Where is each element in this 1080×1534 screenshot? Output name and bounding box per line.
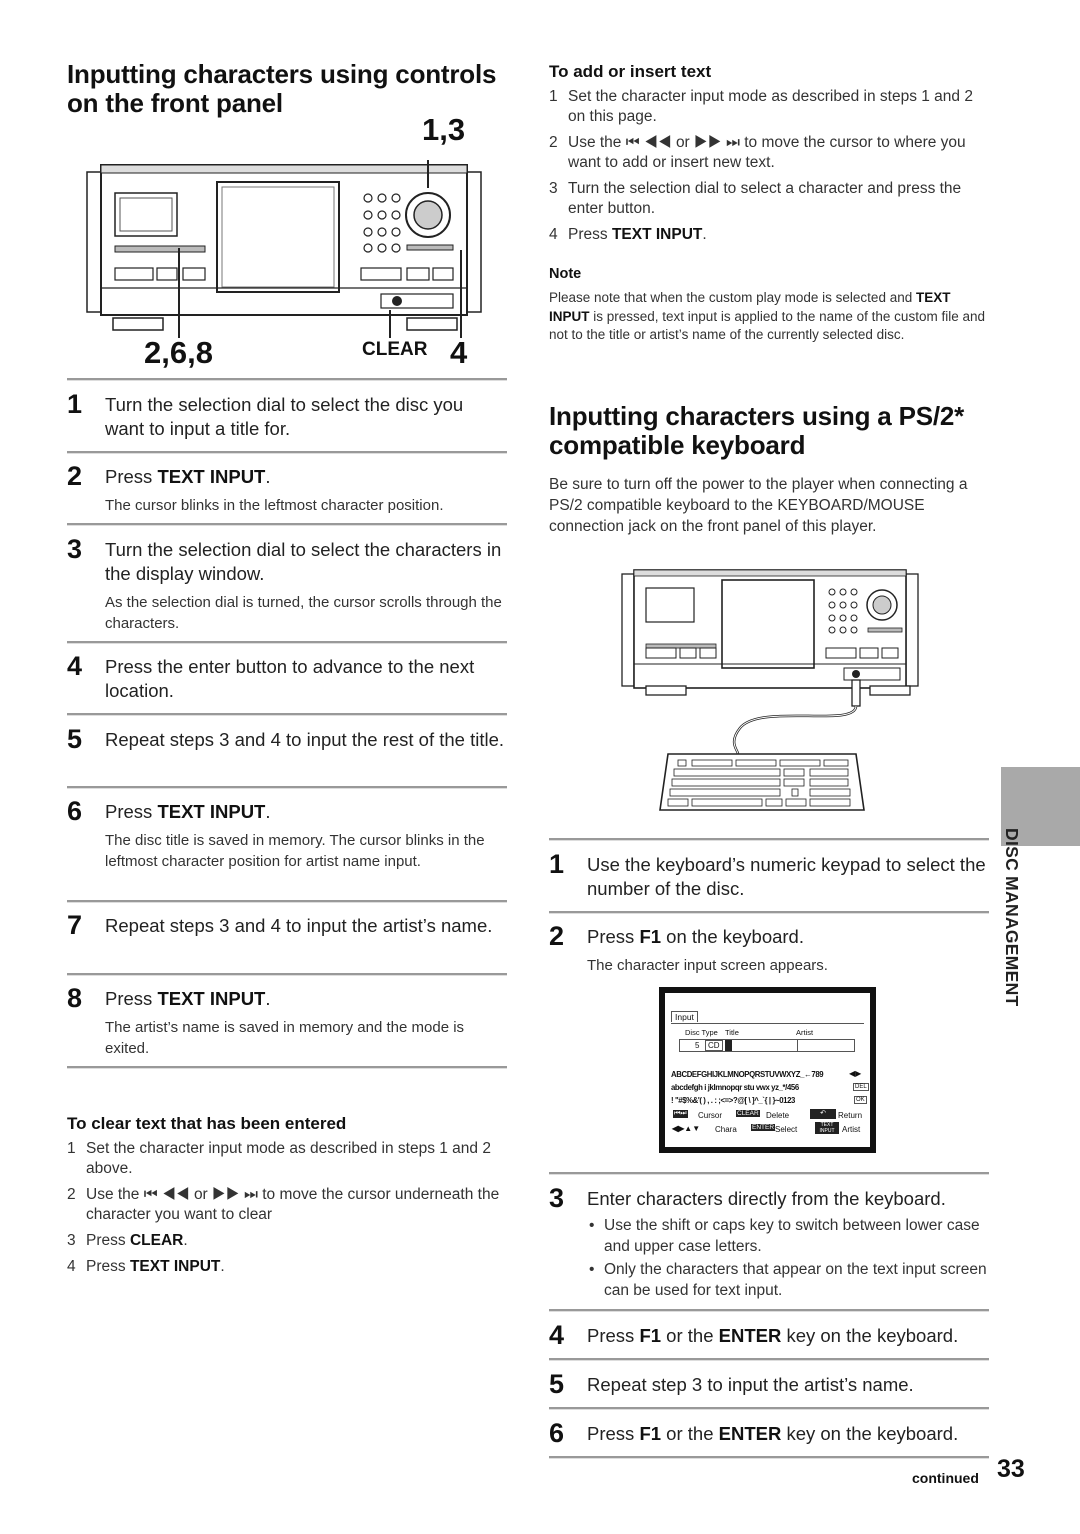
legend-select: Select	[775, 1125, 798, 1134]
step-number: 6	[549, 1418, 565, 1448]
step-detail: The character input screen appears.	[587, 957, 828, 974]
key-text-input: TEXT INPUT	[611, 226, 703, 243]
step-text: Press	[105, 801, 158, 822]
key-enter: ENTER	[718, 1325, 782, 1346]
right-step-2	[549, 921, 989, 976]
legend-artist: Artist	[842, 1125, 861, 1134]
section-heading-front-panel: Inputting characters using controls on the front panel	[67, 59, 497, 118]
step-text-end: on the keyboard.	[661, 926, 804, 947]
scroll-arrows-icon: ◀▶	[849, 1069, 862, 1078]
keyboard-intro: Be sure to turn off the power to the player when connecting a PS/2 compatible keyboard to the KEYBOARD/MOUSE connection jack on the front panel of this player.	[549, 476, 968, 535]
list-item: 3 Press CLEAR.	[67, 1232, 188, 1249]
step-detail: As the selection dial is turned, the cursor scrolls through the characters.	[105, 594, 502, 632]
key-text-input: TEXT INPUT	[157, 988, 266, 1009]
legend-enter-key: ENTER	[752, 1124, 775, 1131]
key-f1: F1	[639, 1423, 662, 1444]
key-text-input: TEXT INPUT	[157, 466, 266, 487]
section-heading-keyboard: Inputting characters using a PS/2* compatible keyboard	[549, 401, 965, 460]
list-item: 2 Use the ⏮ ◀◀ or ▶▶ ⏭ to move the cursor underneath the character you want to clear	[67, 1186, 500, 1223]
list-item: 3 Turn the selection dial to select a character and press the enter button.	[549, 180, 962, 217]
step-text: Press	[587, 926, 640, 947]
legend-delete: Delete	[766, 1111, 790, 1120]
key-clear: CLEAR	[129, 1232, 184, 1249]
step-number: 1	[549, 849, 565, 879]
text-cursor	[725, 1040, 732, 1051]
note-heading: Note	[549, 266, 582, 282]
bullet-item: • Only the characters that appear on the text input screen can be used for text input.	[587, 1259, 989, 1301]
right-step-5	[549, 1369, 989, 1399]
key-text-input: TEXT INPUT	[157, 801, 266, 822]
list-item: 4 Press TEXT INPUT.	[67, 1258, 225, 1275]
step-text-end: .	[265, 988, 271, 1009]
step-number: 3	[549, 1183, 565, 1213]
step-text: Press	[105, 988, 158, 1009]
list-item: 1 Set the character input mode as described in steps 1 and 2 above.	[67, 1140, 491, 1177]
ok-key: OK	[856, 1097, 865, 1103]
step-text: Turn the selection dial to select the disc you want to input a title for.	[105, 394, 464, 439]
key-text-input: TEXT INPUT	[129, 1258, 221, 1275]
disc-type-value: CD	[705, 1040, 723, 1051]
step-number: 2	[549, 921, 565, 951]
left-step-6	[67, 796, 507, 872]
step-text-end: .	[265, 466, 271, 487]
return-key-icon: ↶	[810, 1109, 836, 1119]
skip-buttons-icon: ⏮⏭	[674, 1110, 687, 1117]
step-text: Press	[105, 466, 158, 487]
page-number: 33	[997, 1455, 1025, 1483]
key-f1: F1	[639, 926, 662, 947]
front-panel-illustration	[85, 160, 485, 345]
left-step-5	[67, 724, 507, 754]
legend-return: Return	[838, 1111, 863, 1120]
left-step-4	[67, 651, 507, 703]
step-number: 5	[549, 1369, 565, 1399]
legend-chara: Chara	[715, 1125, 737, 1134]
step-detail: The artist’s name is saved in memory and the mode is exited.	[105, 1019, 465, 1057]
step-text: Press	[587, 1423, 640, 1444]
list-item: 2 Use the ⏮ ◀◀ or ▶▶ ⏭ to move the cursor to where you want to add or insert new text.	[549, 134, 966, 171]
continued-label: continued	[912, 1470, 979, 1486]
arrow-keys-icon: ◀▶▲▼	[672, 1124, 701, 1133]
char-row-lower: abcdefgh i jklmnopqr stu vwx yz_*/456	[671, 1083, 799, 1092]
list-item: 1 Set the character input mode as described in steps 1 and 2 on this page.	[549, 88, 973, 125]
left-step-7	[67, 910, 507, 940]
legend-cursor: Cursor	[698, 1111, 723, 1120]
key-enter: ENTER	[718, 1423, 782, 1444]
step-text: Turn the selection dial to select the characters in the display window.	[105, 539, 502, 584]
clear-text-heading: To clear text that has been entered	[67, 1114, 347, 1133]
right-step-6: 6 Press F1 or the ENTER key on the keyboard.	[549, 1418, 959, 1448]
right-step-3	[549, 1183, 989, 1303]
step-detail: The disc title is saved in memory. The cursor blinks in the leftmost character position for artist name input.	[105, 832, 485, 870]
keyboard-connection-illustration	[620, 568, 920, 828]
step-number: 7	[67, 910, 83, 940]
step-text: Enter characters directly from the keyboard.	[587, 1188, 946, 1209]
step-text: Use the keyboard’s numeric keypad to select the number of the disc.	[587, 854, 986, 899]
figure-label-2-6-8: 2,6,8	[144, 335, 213, 370]
column-disc-type: Disc Type	[685, 1028, 718, 1037]
left-step-3	[67, 534, 507, 634]
step-number: 4	[549, 1320, 565, 1350]
step-text-end: .	[265, 801, 271, 822]
column-title: Title	[725, 1028, 739, 1037]
left-step-1	[67, 389, 507, 441]
add-insert-steps	[549, 87, 989, 251]
step-text: Repeat step 3 to input the artist’s name.	[587, 1374, 914, 1395]
bullet-item: • Use the shift or caps key to switch between lower case and upper case letters.	[587, 1215, 989, 1257]
column-artist: Artist	[796, 1028, 814, 1037]
step-text: Repeat steps 3 and 4 to input the rest of the title.	[105, 729, 505, 750]
step-text: Press	[587, 1325, 640, 1346]
step-text: Press the enter button to advance to the next location.	[105, 656, 475, 701]
screen-tab: Input	[671, 1011, 698, 1022]
disc-number: 5	[695, 1041, 700, 1050]
step-number: 1	[67, 389, 83, 419]
figure-label-clear: CLEAR	[362, 339, 428, 360]
add-insert-heading: To add or insert text	[549, 62, 712, 81]
clear-text-steps	[67, 1139, 507, 1283]
step-detail: The cursor blinks in the leftmost character position.	[105, 497, 444, 514]
step-number: 4	[67, 651, 83, 681]
left-step-2	[67, 461, 507, 516]
step-number: 6	[67, 796, 83, 826]
left-step-8	[67, 983, 507, 1059]
key-f1: F1	[639, 1325, 662, 1346]
right-step-4: 4 Press F1 or the ENTER key on the keyboard.	[549, 1320, 959, 1350]
step-number: 3	[67, 534, 83, 564]
step-number: 8	[67, 983, 83, 1013]
step-number: 5	[67, 724, 83, 754]
char-row-symbols: ! "#$%&'( ) , . : ;<=>?@[ \ ]^_`{ | }~0123	[671, 1096, 795, 1105]
list-item: 4 Press TEXT INPUT.	[549, 226, 707, 243]
character-input-screen	[659, 987, 876, 1153]
figure-label-1-3: 1,3	[422, 112, 466, 147]
char-row-upper: ABCDEFGHIJKLMNOPQRSTUVWXYZ_←789	[671, 1070, 824, 1079]
sidebar-section-label: DISC MANAGEMENT	[1002, 828, 1022, 1007]
key-text-input: TEXT INPUT	[549, 290, 951, 324]
step-number: 2	[67, 461, 83, 491]
figure-label-4: 4	[450, 335, 468, 370]
step-text: Repeat steps 3 and 4 to input the artist’s name.	[105, 915, 493, 936]
right-step-1	[549, 849, 989, 901]
legend-clear-key: CLEAR	[737, 1110, 759, 1117]
del-key: DEL	[855, 1084, 867, 1090]
legend-text-input-key: TEXT INPUT	[815, 1122, 839, 1134]
note-text: Please note that when the custom play mode is selected and TEXT INPUT is pressed, text input is applied to the name of the custom file and not to the title or artist’s name of the currently selected disc.	[549, 290, 985, 342]
